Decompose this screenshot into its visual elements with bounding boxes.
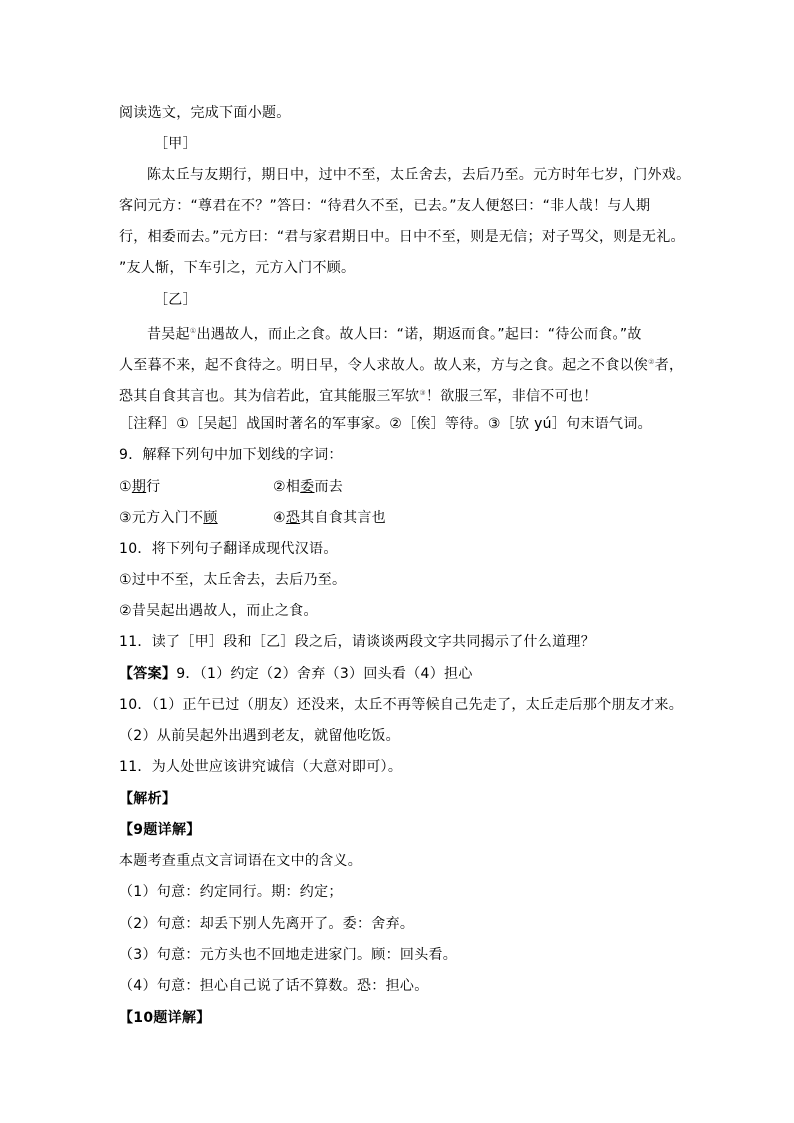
- answer-line-10-1: 10．（1）正午已过（朋友）还没来，太丘不再等候自己先走了，太丘走后那个朋友才来。: [119, 697, 684, 713]
- intro-text: 阅读选文，完成下面小题。: [119, 105, 291, 121]
- yi-line-3: [119, 384, 598, 406]
- q9-stem: 9．解释下列句中加下划线的字词：: [119, 447, 343, 463]
- jia-line-1: 陈太丘与友期行，期日中，过中不至，太丘舍去，去后乃至。元方时年七岁，门外戏。: [147, 167, 691, 183]
- yi-line-3-a: 恐其自食其言也。其为信若此，宜其能服三军欤: [119, 388, 420, 405]
- q9-item-3: ③元方入门不顾: [119, 510, 218, 526]
- detail-9-line-4: （4）句意：担心自己说了话不算数。恐：担心。: [119, 978, 429, 994]
- yi-line-2-a: 人至暮不来，起不食待之。明日早，令人求故人。故人来，方与之食。起之不食以俟: [119, 357, 649, 374]
- q9-item-4: ④恐其自食其言也: [273, 510, 386, 526]
- footnote-marker-1: ①: [189, 327, 197, 335]
- yi-line-1-b: 出遇故人，而止之食。故人曰：“诺，期返而食。”起曰：“待公而食。”故: [196, 326, 642, 343]
- jia-line-2: 客问元方：“尊君在不？”答曰：“待君久不至，已去。”友人便怒曰：“非人哉！与人期: [119, 198, 651, 214]
- detail-9-label: 【9题详解】: [119, 822, 201, 838]
- answer-line-10-2: （2）从前吴起外出遇到老友，就留他吃饭。: [119, 728, 400, 744]
- yi-line-1-a: 昔吴起: [147, 326, 190, 343]
- q9-item-2: ②相委而去: [273, 479, 344, 495]
- analysis-label: 【解析】: [119, 791, 177, 807]
- jia-heading: ［甲］: [154, 136, 197, 152]
- jia-line-4: ”友人惭，下车引之，元方入门不顾。: [119, 260, 356, 276]
- yi-heading: ［乙］: [154, 292, 197, 308]
- underlined-word: 委: [300, 479, 315, 495]
- yi-line-3-b: ！欲服三军，非信不可也！: [425, 388, 598, 405]
- yi-line-2-b: 者，: [654, 357, 684, 374]
- answer-line-11: 11．为人处世应该讲究诚信（大意对即可）。: [119, 759, 403, 775]
- detail-10-label: 【10题详解】: [119, 1010, 211, 1026]
- detail-9-intro: 本题考查重点文言词语在文中的含义。: [119, 853, 363, 869]
- detail-9-line-3: （3）句意：元方头也不回地走进家门。顾：回头看。: [119, 947, 458, 963]
- q10-stem: 10．将下列句子翻译成现代汉语。: [119, 541, 338, 557]
- q11-stem: 11．读了［甲］段和［乙］段之后，请谈谈两段文字共同揭示了什么道理？: [119, 634, 596, 650]
- underlined-word: 顾: [203, 510, 218, 526]
- footnote-marker-2: ②: [648, 358, 655, 366]
- detail-9-line-2: （2）句意：却丢下别人先离开了。委：舍弃。: [119, 916, 415, 932]
- q10-sentence-1: ①过中不至，太丘舍去，去后乃至。: [119, 572, 347, 588]
- q9-row-1: [119, 478, 679, 496]
- answer-line-9: 【答案】9．（1）约定（2）舍弃（3）回头看（4）担心: [119, 666, 473, 682]
- detail-9-line-1: （1）句意：约定同行。期：约定；: [119, 884, 343, 900]
- underlined-word: 期: [131, 479, 147, 495]
- q9-row-2: [119, 509, 679, 527]
- jia-line-3: 行，相委而去。”元方曰：“君与家君期日中。日中不至，则是无信；对子骂父，则是无礼。: [119, 229, 685, 245]
- q10-sentence-2: ②昔吴起出遇故人，而止之食。: [119, 603, 318, 619]
- q9-item-1: ①期行: [119, 479, 161, 495]
- yi-line-2: [119, 353, 683, 375]
- annotation-note: ［注释］①［吴起］战国时著名的军事家。②［俟］等待。③［欤 yú］句末语气词。: [119, 416, 652, 432]
- yi-line-1: [147, 322, 642, 344]
- answer-label: 【答案】: [119, 666, 177, 682]
- underlined-word: 恐: [285, 510, 301, 526]
- footnote-marker-3: ③: [419, 389, 426, 397]
